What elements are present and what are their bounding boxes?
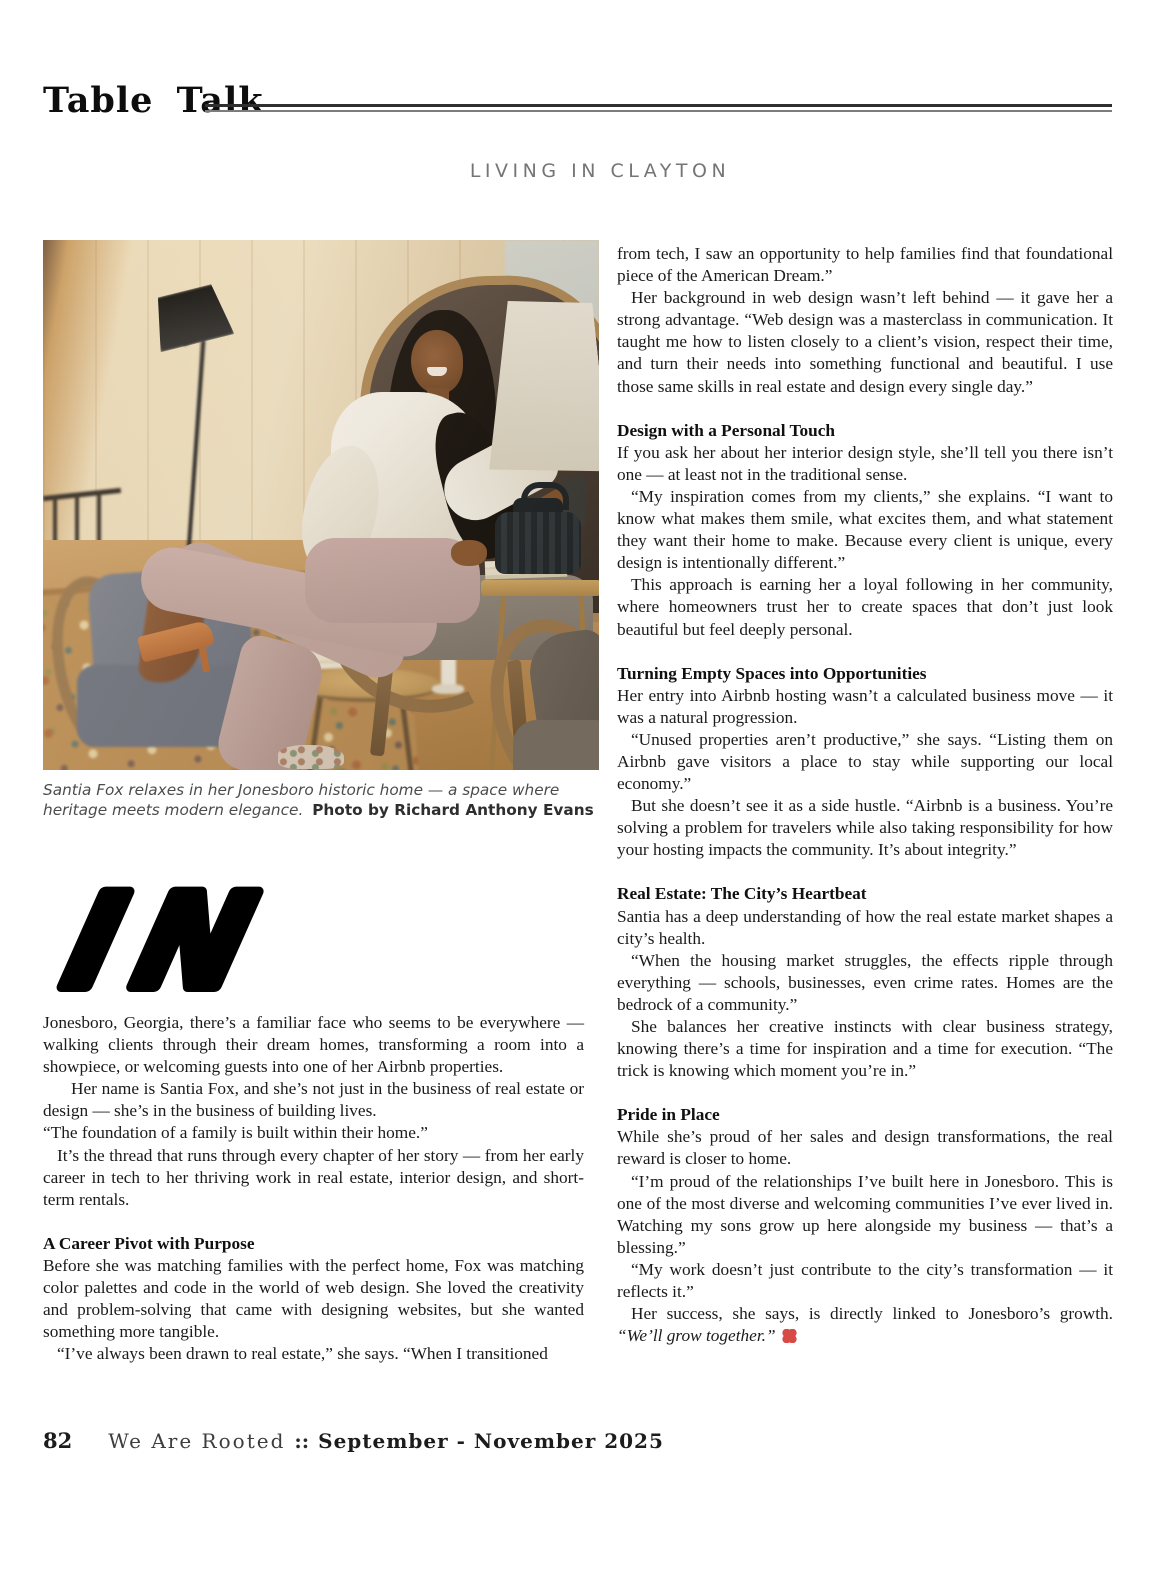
article-paragraph: Her background in web design wasn’t left behind — it gave her a strong advantage. “Web design was a masterclass in communication. It taught me how to listen closely to a client’s vision, respect their time, and turn their needs into something functional and beautiful. I use those same skills in real estate and design every single day.”: [617, 288, 1113, 396]
article-column-right: [617, 243, 1113, 1347]
photo-illustration: [43, 240, 599, 770]
section-heading: Pride in Place: [617, 1105, 720, 1125]
caption-text: Santia Fox relaxes in her Jonesboro historic home — a space where heritage meets modern elegance.: [43, 781, 560, 819]
article-paragraph: She balances her creative instincts with clear business strategy, knowing there’s a time for inspiration and a time for execution. “The trick is knowing which moment you’re in.”: [617, 1017, 1113, 1081]
article-paragraph: from tech, I saw an opportunity to help families find that foundational piece of the American Dream.”: [617, 244, 1113, 286]
subject-face: [411, 330, 463, 394]
article-paragraph: “Unused properties aren’t productive,” she says. “Listing them on Airbnb gave visitors a place to stay while supporting our local economy.”: [617, 729, 1113, 794]
article-paragraph: Her entry into Airbnb hosting wasn’t a calculated business move — it was a natural progression.: [617, 685, 1113, 727]
magazine-name: We Are Rooted: [108, 1429, 286, 1453]
section-heading: Real Estate: The City’s Heartbeat: [617, 884, 867, 904]
subject-smile: [427, 367, 447, 376]
article-paragraph: Santia has a deep understanding of how the real estate market shapes a city’s health.: [617, 906, 1113, 948]
article-paragraph: Before she was matching families with the perfect home, Fox was matching color palettes and code in the world of web design. She loved the creativity and problem-solving that came with designing websites, but she wanted something more tangible.: [43, 1255, 584, 1342]
section-heading: Design with a Personal Touch: [617, 420, 835, 440]
article-paragraph: Her success, she says, is directly linked to Jonesboro’s growth. “We’ll grow together.”: [617, 1304, 1113, 1346]
closing-quote: “We’ll grow together.”: [617, 1326, 776, 1346]
article-paragraph: “When the housing market struggles, the effects ripple through everything — schools, businesses, even crime rates. Homes are the bedrock of a community.”: [617, 950, 1113, 1014]
article-paragraph: Her name is Santia Fox, and she’s not just in the business of real estate or design — she’s in the business of building lives.: [43, 1079, 584, 1121]
article-end-icon: [782, 1329, 797, 1343]
header-rule: [205, 104, 1112, 112]
article-paragraph: But she doesn’t see it as a side hustle. “Airbnb is a business. You’re solving a problem for travelers while also taking responsibility for how your hosting impacts the community. It’s about integrity.”: [617, 796, 1113, 860]
teapot: [495, 512, 581, 574]
article-paragraph: This approach is earning her a loyal following in her community, where homeowners trust her to create spaces that don’t just look beautiful but feel deeply personal.: [617, 575, 1113, 639]
section-heading: Turning Empty Spaces into Opportunities: [617, 663, 927, 683]
page-footer: [43, 1428, 1112, 1453]
section-title: Table Talk: [43, 80, 264, 121]
article-paragraph: “I’m proud of the relationships I’ve built here in Jonesboro. This is one of the most diverse and welcoming communities I’ve ever lived in. Watching my sons grow up here alongside my business — that’s a blessing.”: [617, 1171, 1113, 1257]
kicker: LIVING IN CLAYTON: [469, 160, 731, 182]
subject-slipper: [278, 745, 344, 769]
brass-side-table: [481, 580, 599, 596]
section-heading: A Career Pivot with Purpose: [43, 1233, 255, 1253]
drop-cap-text: IN: [52, 866, 289, 1010]
photo-caption: [43, 780, 599, 820]
article-column-left: [43, 1012, 584, 1365]
feature-photo: [43, 240, 599, 820]
article-paragraph: “The foundation of a family is built within their home.”: [43, 1123, 428, 1143]
article-paragraph: If you ask her about her interior design style, she’ll tell you there isn’t one — at least not in the traditional sense.: [617, 442, 1113, 484]
photo-credit: Photo by Richard Anthony Evans: [312, 801, 594, 819]
drop-cap-in: [40, 858, 470, 1010]
page-number: 82: [43, 1428, 73, 1453]
article-paragraph: “I’ve always been drawn to real estate,” she says. “When I transitioned: [57, 1344, 548, 1364]
subject-hand: [451, 540, 487, 566]
article-paragraph: “My inspiration comes from my clients,” she explains. “I want to know what makes them smile, what excites them, and what statement they want their home to make. Because every client is unique, every design is intentionally different.”: [617, 486, 1113, 573]
article-paragraph: “My work doesn’t just contribute to the city’s transformation — it reflects it.”: [617, 1259, 1113, 1302]
right-armchair-seat: [513, 720, 599, 770]
folio-separator: ::: [294, 1429, 310, 1453]
article-paragraph: It’s the thread that runs through every chapter of her story — from her early career in tech to her thriving work in real estate, interior design, and short-term rentals.: [43, 1145, 584, 1209]
article-paragraph: While she’s proud of her sales and design transformations, the real reward is closer to home.: [617, 1127, 1113, 1169]
article-paragraph: Jonesboro, Georgia, there’s a familiar face who seems to be everywhere — walking clients through their dream homes, transforming a room into a showpiece, or welcoming guests into one of her Airbnb properties.: [43, 1013, 584, 1077]
issue-dates: September - November 2025: [318, 1429, 664, 1453]
